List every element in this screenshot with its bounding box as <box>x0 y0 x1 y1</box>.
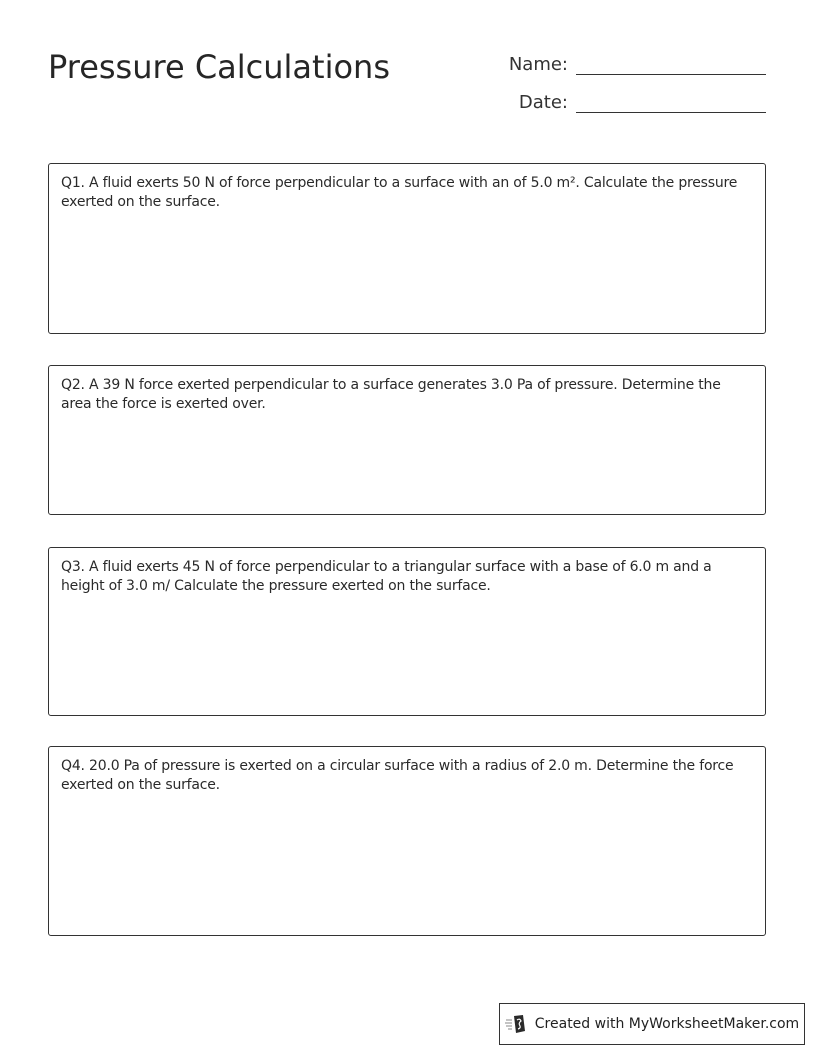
question-text: Q3. A fluid exerts 45 N of force perpendicular to a triangular surface with a base of 6.0 m and a height of 3.0 m/ Calculate the pressure exerted on the surface. <box>61 559 712 594</box>
date-line[interactable] <box>576 90 766 113</box>
page-title: Pressure Calculations <box>48 48 390 86</box>
question-box-2[interactable] <box>48 365 766 515</box>
name-label: Name: <box>508 54 568 75</box>
question-text: Q2. A 39 N force exerted perpendicular to a surface generates 3.0 Pa of pressure. Determine the area the force is exerted over. <box>61 377 721 412</box>
question-text: Q4. 20.0 Pa of pressure is exerted on a circular surface with a radius of 2.0 m. Determine the force exerted on the surface. <box>61 758 734 793</box>
question-box-3[interactable] <box>48 547 766 716</box>
name-field <box>498 52 766 75</box>
question-text: Q1. A fluid exerts 50 N of force perpendicular to a surface with an of 5.0 m². Calculate the pressure exerted on the surface. <box>61 175 738 210</box>
name-line[interactable] <box>576 52 766 75</box>
footer-credit[interactable] <box>499 1003 805 1045</box>
question-box-4[interactable] <box>48 746 766 936</box>
date-label: Date: <box>518 92 568 113</box>
date-field <box>498 90 766 113</box>
footer-text: Created with MyWorksheetMaker.com <box>534 1016 800 1032</box>
worksheet-logo-icon <box>505 1014 529 1034</box>
question-box-1[interactable] <box>48 163 766 334</box>
